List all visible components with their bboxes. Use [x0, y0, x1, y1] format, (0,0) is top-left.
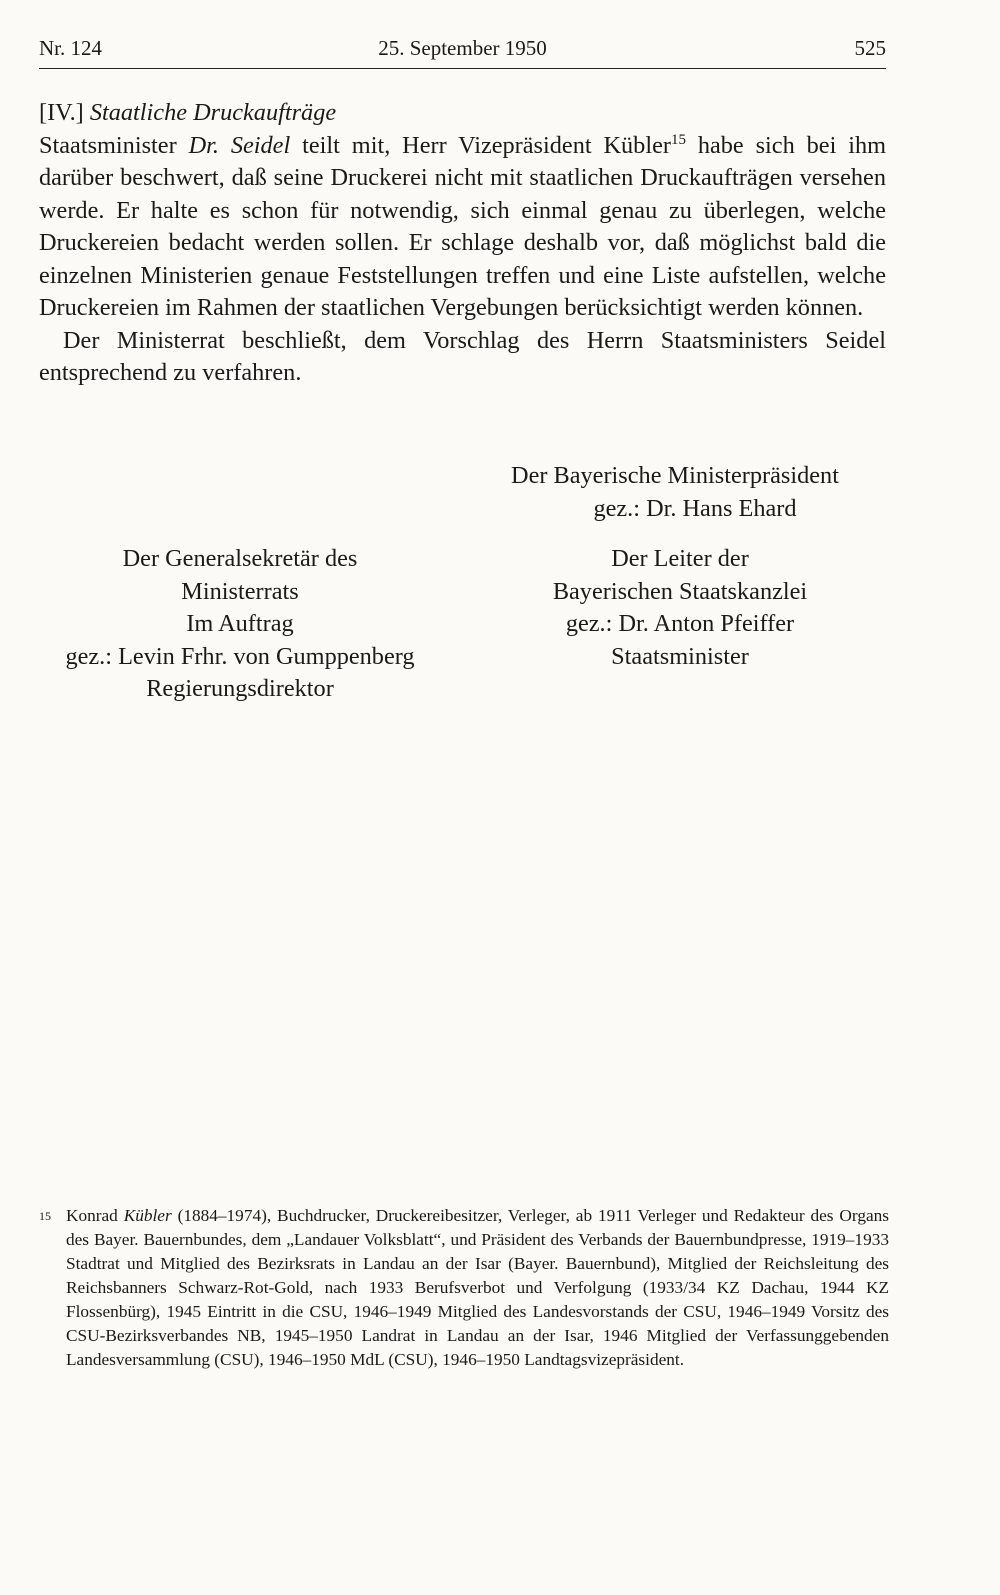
signature-right-line-3: gez.: Dr. Anton Pfeiffer: [565, 610, 795, 637]
paragraph-1-text-a: Staatsminister: [39, 131, 189, 159]
paragraph-1-text-c: habe sich bei ihm darüber beschwert, daß seine Druckerei nicht mit staatlichen Druckaufträgen versehen werde. Er halte es schon für notwendig, sich einmal genau zu überlegen, welche Druckereien bedacht werden sollen. Er schlage deshalb vor, daß möglichst bald die einzelnen Ministerien genaue Feststellungen treffen und eine Liste aufstellen, welche Druckereien im Rahmen der staatlichen Vergebungen berücksichtigt werden können.: [39, 131, 887, 321]
signature-pm-name: gez.: Dr. Hans Ehard: [593, 494, 797, 522]
footnote-person-name: Kübler: [123, 1206, 172, 1225]
signature-left-line-1: Der Generalsekretär des: [122, 545, 358, 572]
signature-left-line-3: Im Auftrag: [186, 610, 294, 637]
signature-minister-president: [480, 460, 870, 525]
running-head: [39, 34, 886, 69]
signature-left-line-4: gez.: Levin Frhr. von Gumppenberg: [65, 642, 415, 670]
page-number: 525: [854, 36, 886, 60]
minister-name: Dr. Seidel: [188, 131, 291, 159]
section-title: Staatliche Druckaufträge: [89, 99, 337, 126]
section-number: [IV.]: [39, 99, 84, 126]
signature-pm-title: Der Bayerische Ministerpräsident: [511, 462, 839, 489]
signature-general-secretary: [40, 543, 440, 706]
footnote-text-a: Konrad: [66, 1206, 124, 1225]
paragraph-1: [39, 130, 886, 325]
footnote-reference[interactable]: 15: [670, 131, 686, 148]
issue-date: 25. September 1950: [378, 36, 547, 60]
issue-number: Nr. 124: [39, 36, 102, 60]
footnote-text-b: (1884–1974), Buchdrucker, Druckereibesitzer, Verleger, ab 1911 Verleger und Redakteur des Organs des Bayer. Bauernbundes, dem „Landauer Volksblatt“, und Präsident des Verbands der Bauernbundpresse, 1919–1933 Stadtrat und Mitglied des Bezirksrats in Landau an der Isar (Bayer. Bauernbund), Mitglied der Reichsleitung des Reichsbanners Schwarz-Rot-Gold, nach 1933 Berufsverbot und Verfolgung (1933/34 KZ Dachau, 1944 KZ Flossenbürg), 1945 Eintritt in die CSU, 1946–1949 Mitglied des Landesvorstands der CSU, 1946–1949 Vorsitz des CSU-Bezirksverbandes NB, 1945–1950 Landrat in Landau an der Isar, 1946 Mitglied der Verfassunggebenden Landesversammlung (CSU), 1946–1950 MdL (CSU), 1946–1950 Landtagsvizepräsident.: [66, 1206, 889, 1369]
signature-right-line-4: Staatsminister: [611, 642, 749, 670]
footnote-15: [39, 1204, 889, 1372]
footnote-mark: 15: [39, 1209, 51, 1223]
signature-left-line-2: Ministerrats: [181, 577, 299, 605]
signature-right-line-1: Der Leiter der: [611, 545, 749, 572]
section-heading: [39, 97, 886, 130]
signature-right-line-2: Bayerischen Staatskanzlei: [552, 577, 808, 605]
body-text: [39, 97, 886, 390]
signature-left-line-5: Regierungsdirektor: [146, 675, 334, 702]
paragraph-1-text-b: teilt mit, Herr Vizepräsident Kübler: [290, 131, 671, 159]
signature-state-chancellery: [500, 543, 860, 673]
paragraph-2: Der Ministerrat beschließt, dem Vorschlag des Herrn Staatsministers Seidel entsprechend zu verfahren.: [39, 326, 886, 386]
footnote-text: [66, 1204, 889, 1372]
